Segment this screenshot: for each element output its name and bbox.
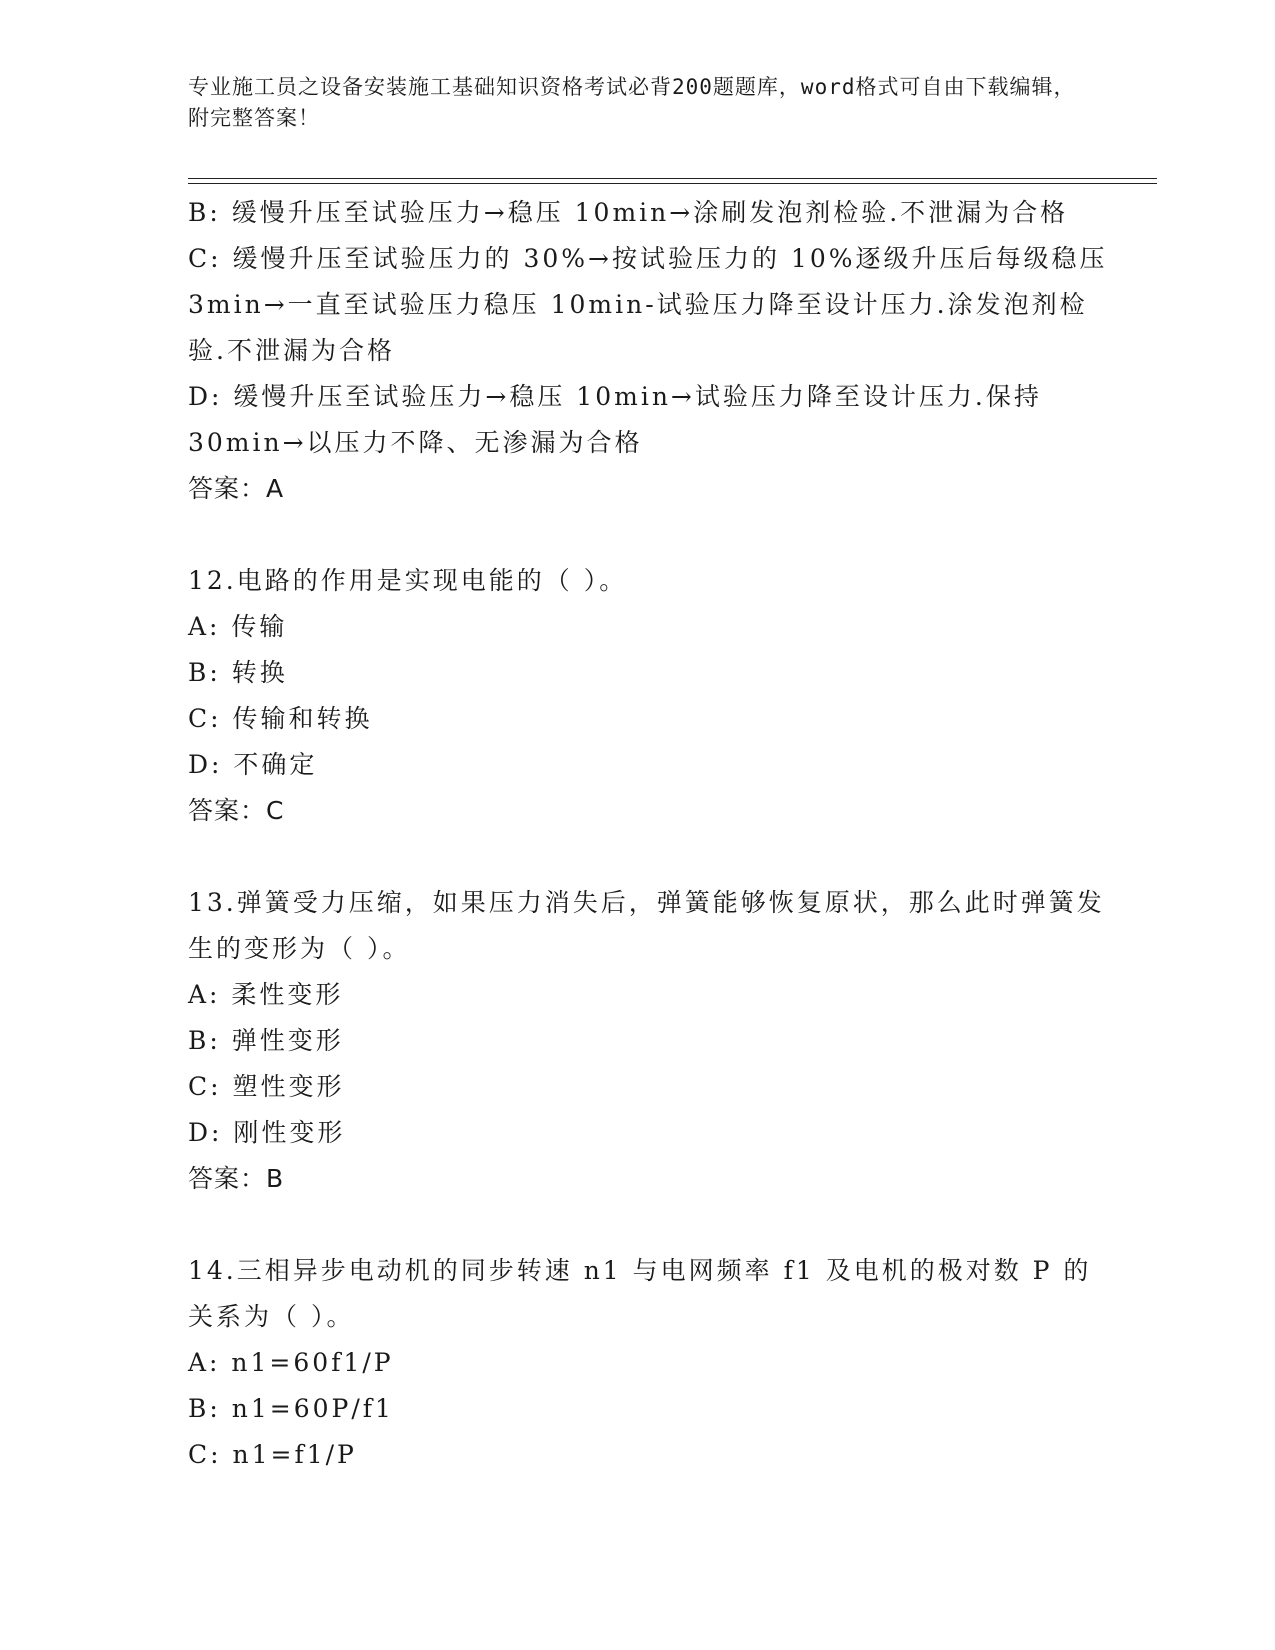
question-13	[188, 880, 1118, 1202]
option-d: D: 缓慢升压至试验压力→稳压 10min→试验压力降至设计压力.保持 30min→以压力不降、无渗漏为合格	[188, 382, 1042, 457]
question-12	[188, 558, 1118, 834]
option-b: B: n1=60P/f1	[188, 1394, 394, 1423]
option-c: C: 缓慢升压至试验压力的 30%→按试验压力的 10%逐级升压后每级稳压 3min→一直至试验压力稳压 10min-试验压力降至设计压力.涂发泡剂检验.不泄漏为合格	[188, 244, 1108, 365]
header-divider-bottom	[188, 183, 1157, 184]
option-c: C: 传输和转换	[188, 704, 373, 733]
option-b: B: 弹性变形	[188, 1026, 344, 1055]
header-title: 专业施工员之设备安装施工基础知识资格考试必背200题题库，word格式可自由下载编辑，附完整答案！	[188, 75, 1076, 130]
option-b: B: 转换	[188, 658, 288, 687]
header-divider-top	[188, 178, 1157, 179]
option-a: A: 柔性变形	[188, 980, 344, 1009]
option-a: A: 传输	[188, 612, 288, 641]
option-c: C: 塑性变形	[188, 1072, 345, 1101]
question-stem: 12.电路的作用是实现电能的（ ）。	[188, 566, 628, 595]
option-d: D: 不确定	[188, 750, 318, 779]
question-14	[188, 1248, 1118, 1478]
spacer	[188, 834, 1118, 880]
answer: 答案：A	[188, 474, 285, 503]
answer: 答案：B	[188, 1164, 285, 1193]
question-11	[188, 190, 1118, 512]
option-d: D: 刚性变形	[188, 1118, 346, 1147]
question-stem: 13.弹簧受力压缩，如果压力消失后，弹簧能够恢复原状，那么此时弹簧发生的变形为（ ）。	[188, 888, 1105, 963]
option-a: A: n1=60f1/P	[188, 1348, 394, 1377]
document-header	[188, 72, 1088, 134]
question-stem: 14.三相异步电动机的同步转速 n1 与电网频率 f1 及电机的极对数 P 的关系为（ ）。	[188, 1256, 1092, 1331]
option-c: C: n1=f1/P	[188, 1440, 357, 1469]
option-b: B: 缓慢升压至试验压力→稳压 10min→涂刷发泡剂检验.不泄漏为合格	[188, 198, 1069, 227]
spacer	[188, 1202, 1118, 1248]
spacer	[188, 512, 1118, 558]
question-list	[188, 190, 1118, 1478]
answer: 答案：C	[188, 796, 285, 825]
